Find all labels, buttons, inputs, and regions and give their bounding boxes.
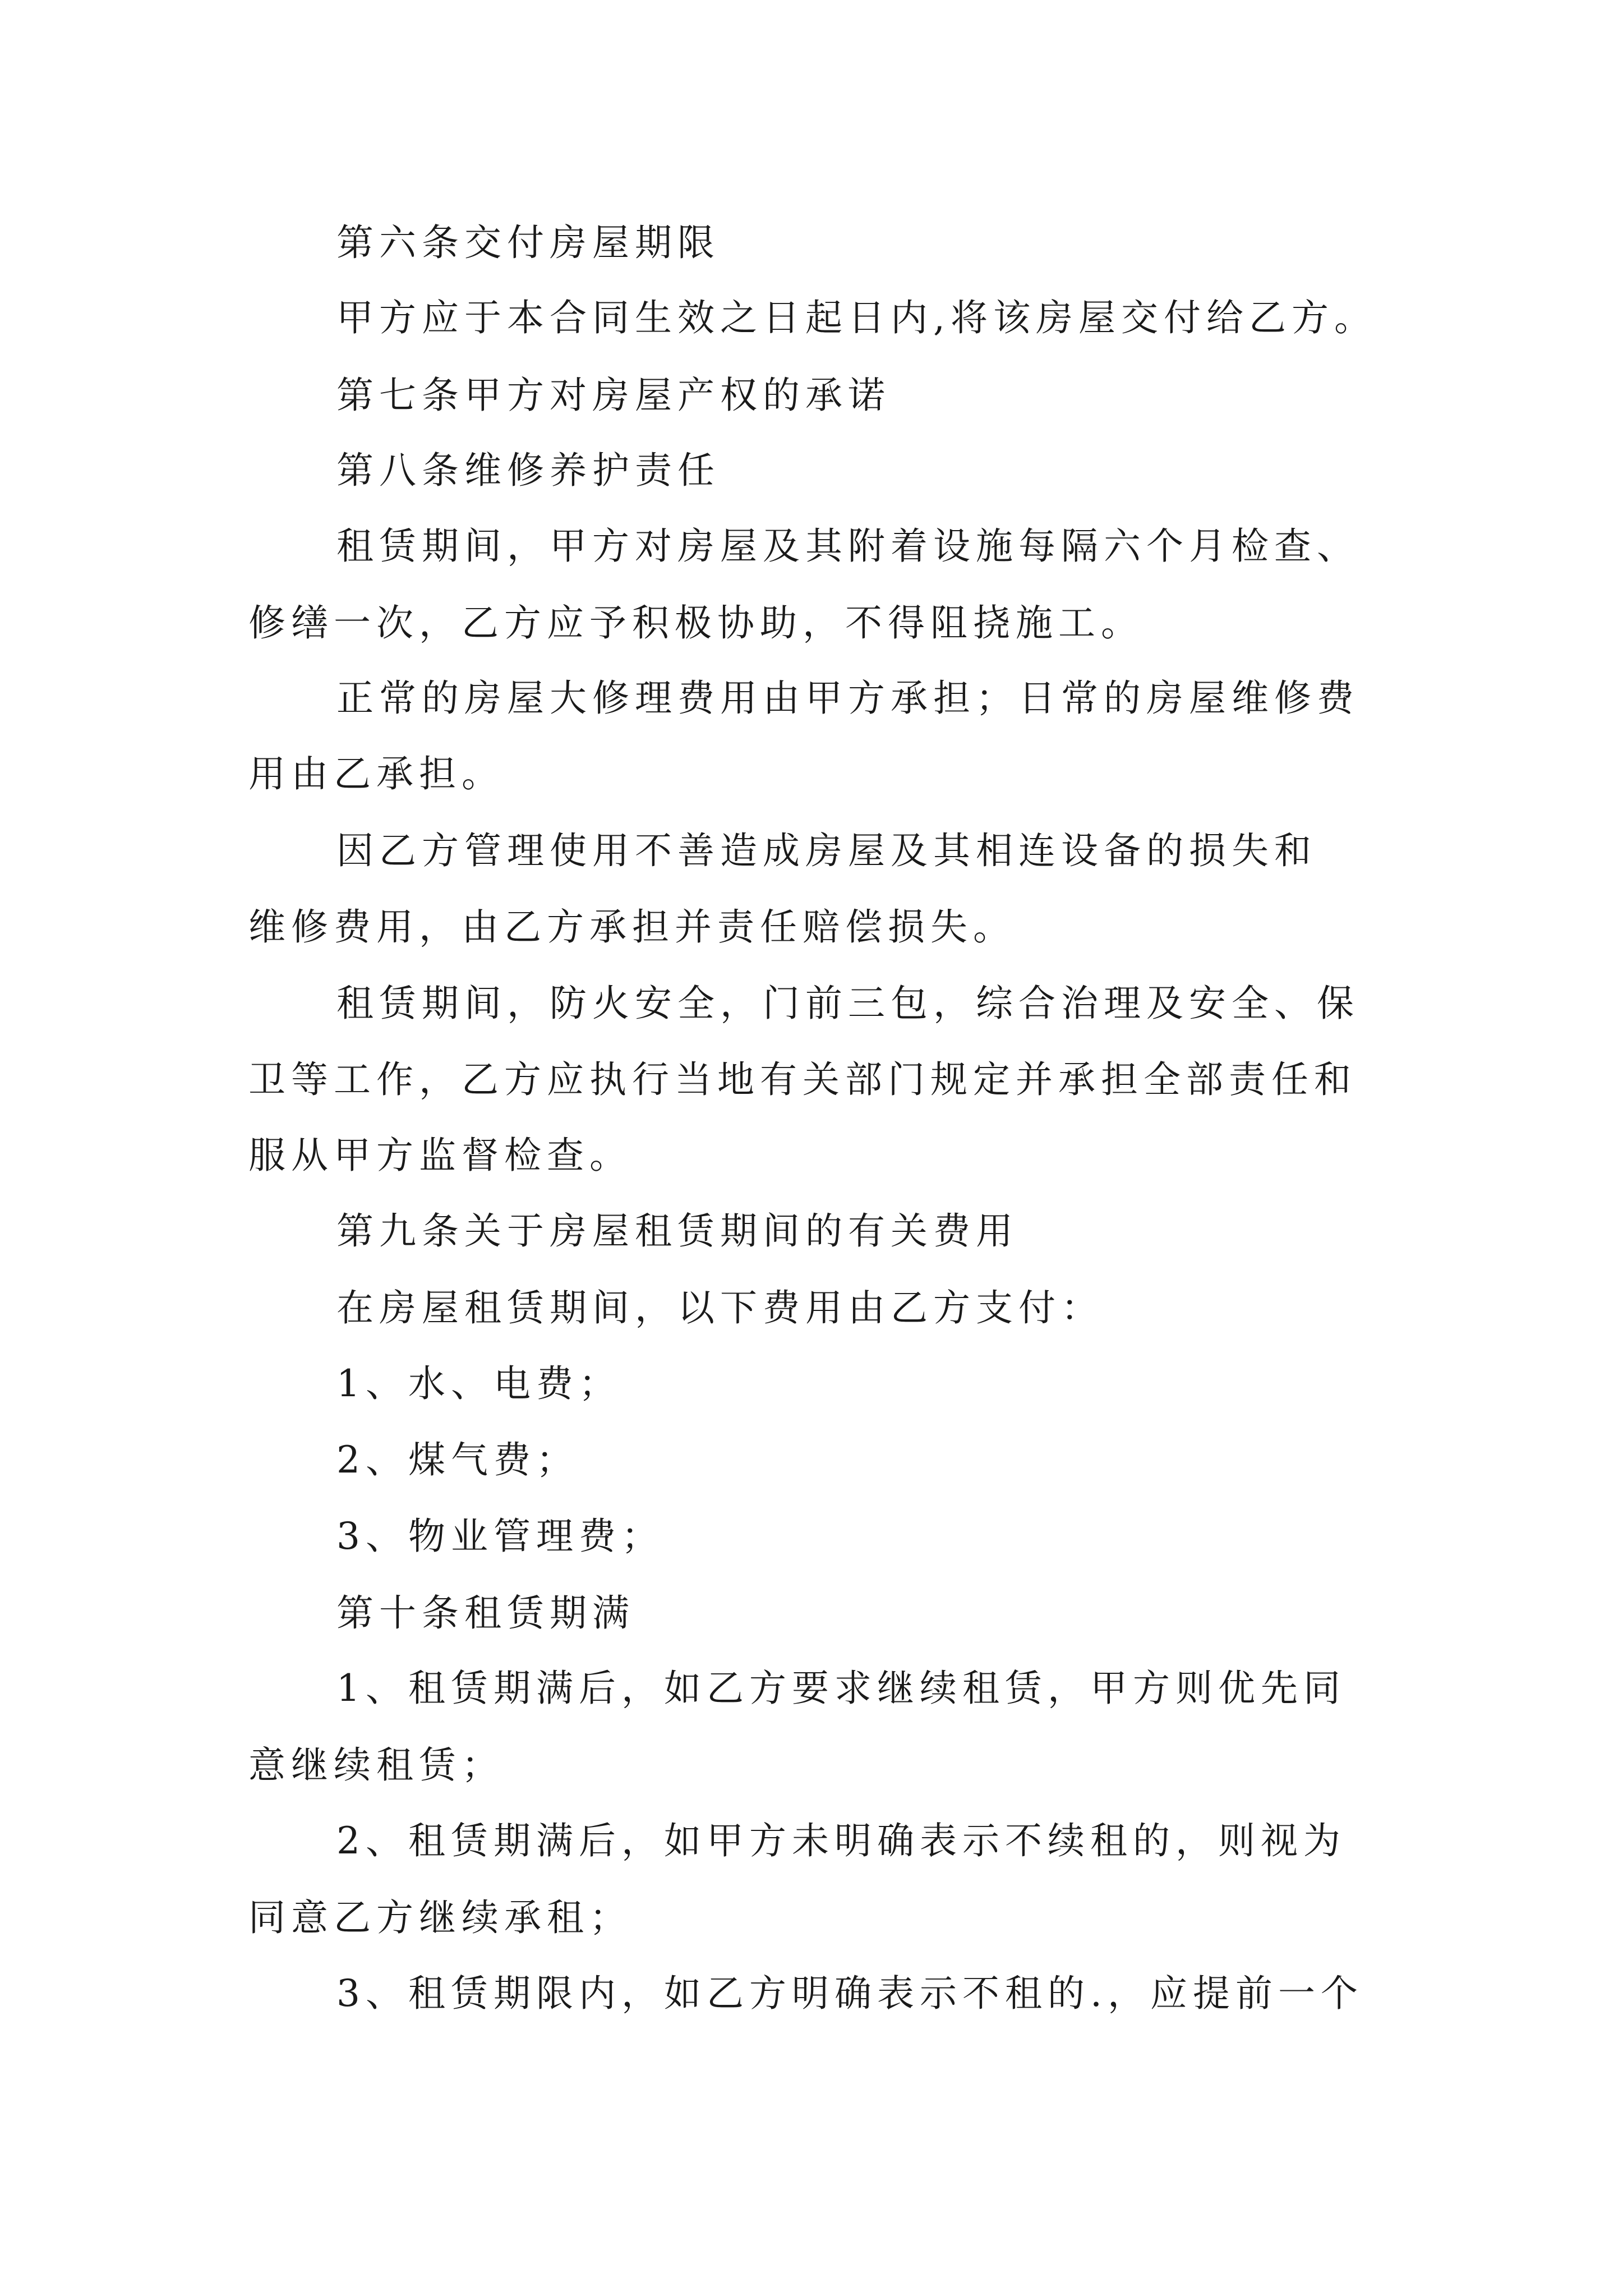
list-item: 1、水、电费； <box>336 1362 621 1405</box>
paragraph-line: 因乙方管理使用不善造成房屋及其相连设备的损失和 <box>336 829 1317 872</box>
paragraph-line: 维修费用，由乙方承担并责任赔偿损失。 <box>248 905 1016 949</box>
heading-article-10: 第十条租赁期满 <box>336 1591 635 1635</box>
heading-article-7: 第七条甲方对房屋产权的承诺 <box>336 374 891 417</box>
list-item: 1、租赁期满后，如乙方要求继续租赁，甲方则优先同 <box>336 1667 1346 1710</box>
paragraph-line: 卫等工作，乙方应执行当地有关部门规定并承担全部责任和 <box>248 1058 1357 1101</box>
heading-article-6: 第六条交付房屋期限 <box>336 221 720 264</box>
paragraph-line: 用由乙承担。 <box>248 752 504 795</box>
paragraph-line: 同意乙方继续承租； <box>248 1896 632 1939</box>
list-item: 3、物业管理费； <box>336 1515 664 1558</box>
paragraph-line: 服从甲方监督检查。 <box>248 1134 632 1177</box>
paragraph-line: 在房屋租赁期间，以下费用由乙方支付： <box>336 1286 1104 1329</box>
list-item: 2、租赁期满后，如甲方未明确表示不续租的，则视为 <box>336 1819 1346 1862</box>
paragraph-line: 租赁期间，甲方对房屋及其附着设施每隔六个月检查、 <box>336 524 1359 568</box>
paragraph-line: 意继续租赁； <box>248 1743 504 1787</box>
list-item: 2、煤气费； <box>336 1438 579 1481</box>
heading-article-9: 第九条关于房屋租赁期间的有关费用 <box>336 1209 1018 1253</box>
paragraph-line: 正常的房屋大修理费用由甲方承担；日常的房屋维修费 <box>336 677 1359 720</box>
paragraph-line: 租赁期间，防火安全，门前三包，综合治理及安全、保 <box>336 982 1359 1025</box>
heading-article-8: 第八条维修养护责任 <box>336 449 720 492</box>
list-item: 3、租赁期限内，如乙方明确表示不租的.，应提前一个 <box>336 1972 1363 2015</box>
paragraph-line: 甲方应于本合同生效之日起日内,将该房屋交付给乙方。 <box>336 296 1377 339</box>
paragraph-line: 修缮一次，乙方应予积极协助，不得阻挠施工。 <box>248 601 1144 645</box>
